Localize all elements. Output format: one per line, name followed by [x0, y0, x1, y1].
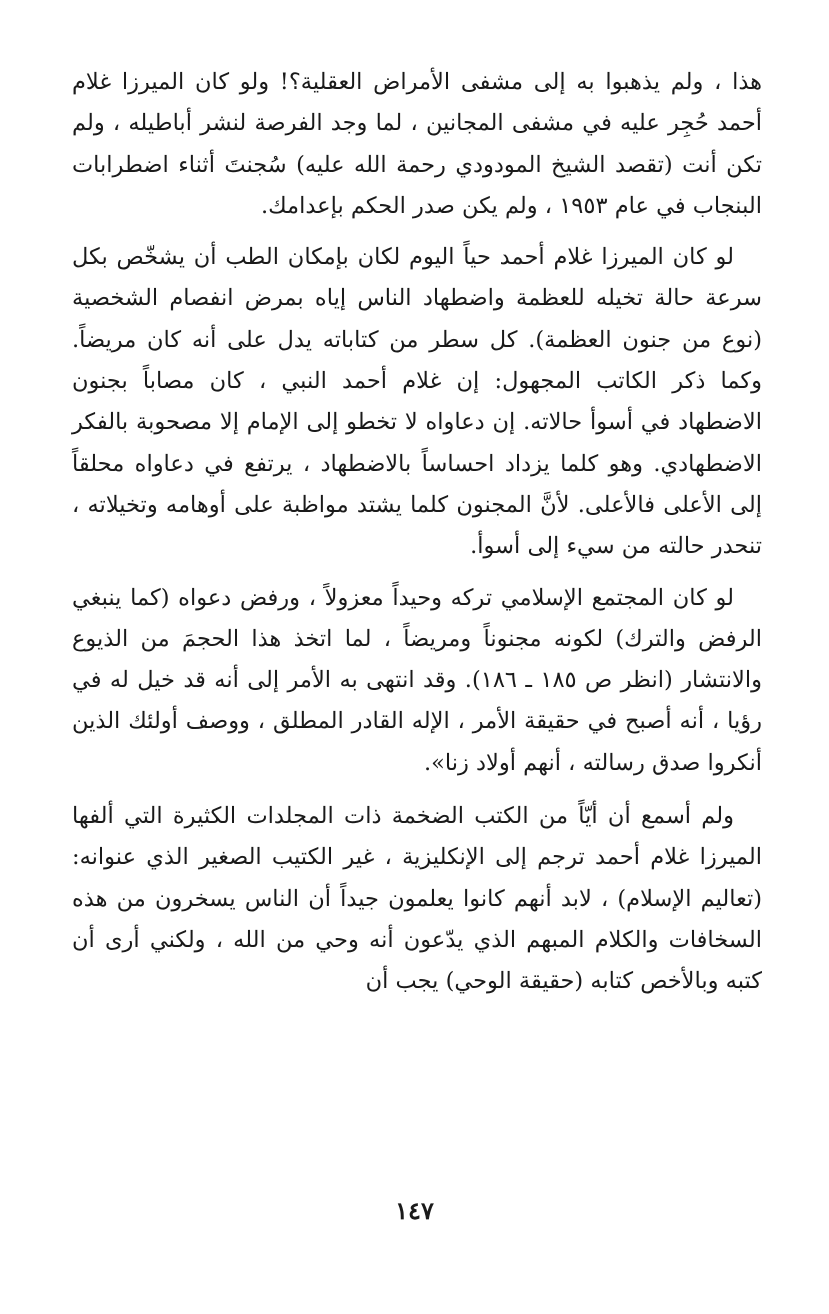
paragraph: ولم أسمع أن أيّاً من الكتب الضخمة ذات المجلدات الكثيرة التي ألفها الميرزا غلام أحمد ترجم إلى الإنكليزية ، غير الكتيب الصغير الذي عنوانه: (تعاليم الإسلام) ، لابد أنهم كانوا يعلمون جيداً أن الناس يسخرون من هذه السخافات والكلام المبهم الذي يدّعون أنه وحي من الله ، ولكني أرى أن كتبه وبالأخص كتابه (حقيقة الوحي) يجب أن [72, 803, 762, 995]
paragraph: لو كان المجتمع الإسلامي تركه وحيداً معزولاً ، ورفض دعواه (كما ينبغي الرفض والترك) لكونه مجنوناً ومريضاً ، لما اتخذ هذا الحجمَ من الذيوع والانتشار (انظر ص ١٨٥ ـ ١٨٦). وقد انتهى به الأمر إلى أنه قد خيل له في رؤيا ، أنه أصبح في حقيقة الأمر ، الإله القادر المطلق ، ووصف أولئك الذين أنكروا صدق رسالته ، أنهم أولاد زنا». [72, 584, 762, 776]
page-body [72, 62, 762, 1003]
paragraph-continuation: هذا ، ولم يذهبوا به إلى مشفى الأمراض العقلية؟! ولو كان الميرزا غلام أحمد حُجِر عليه في مشفى المجانين ، لما وجد الفرصة لنشر أباطيله ، ولم تكن أنت (تقصد الشيخ المودودي رحمة الله عليه) سُجنتَ أثناء اضطرابات البنجاب في عام ١٩٥٣ ، ولم يكن صدر الحكم بإعدامك. [72, 69, 762, 219]
page-number: ١٤٧ [395, 1196, 434, 1225]
paragraph: لو كان الميرزا غلام أحمد حياً اليوم لكان بإمكان الطب أن يشخّص بكل سرعة حالة تخيله للعظمة واضطهاد الناس إياه بمرض انفصام الشخصية (نوع من جنون العظمة). كل سطر من كتاباته يدل على أنه كان مريضاً. وكما ذكر الكاتب المجهول: إن غلام أحمد النبي ، كان مصاباً بجنون الاضطهاد في أسوأ حالاته. إن دعاواه لا تخطو إلى الإمام إلا مصحوبة بالفكر الاضطهادي. وهو كلما يزداد احساساً بالاضطهاد ، يرتفع في دعاواه محلقاً إلى الأعلى فالأعلى. لأنَّ المجنون كلما يشتد مواظبة على أوهامه وتخيلاته ، تنحدر حالته من سيء إلى أسوأ. [72, 244, 762, 560]
